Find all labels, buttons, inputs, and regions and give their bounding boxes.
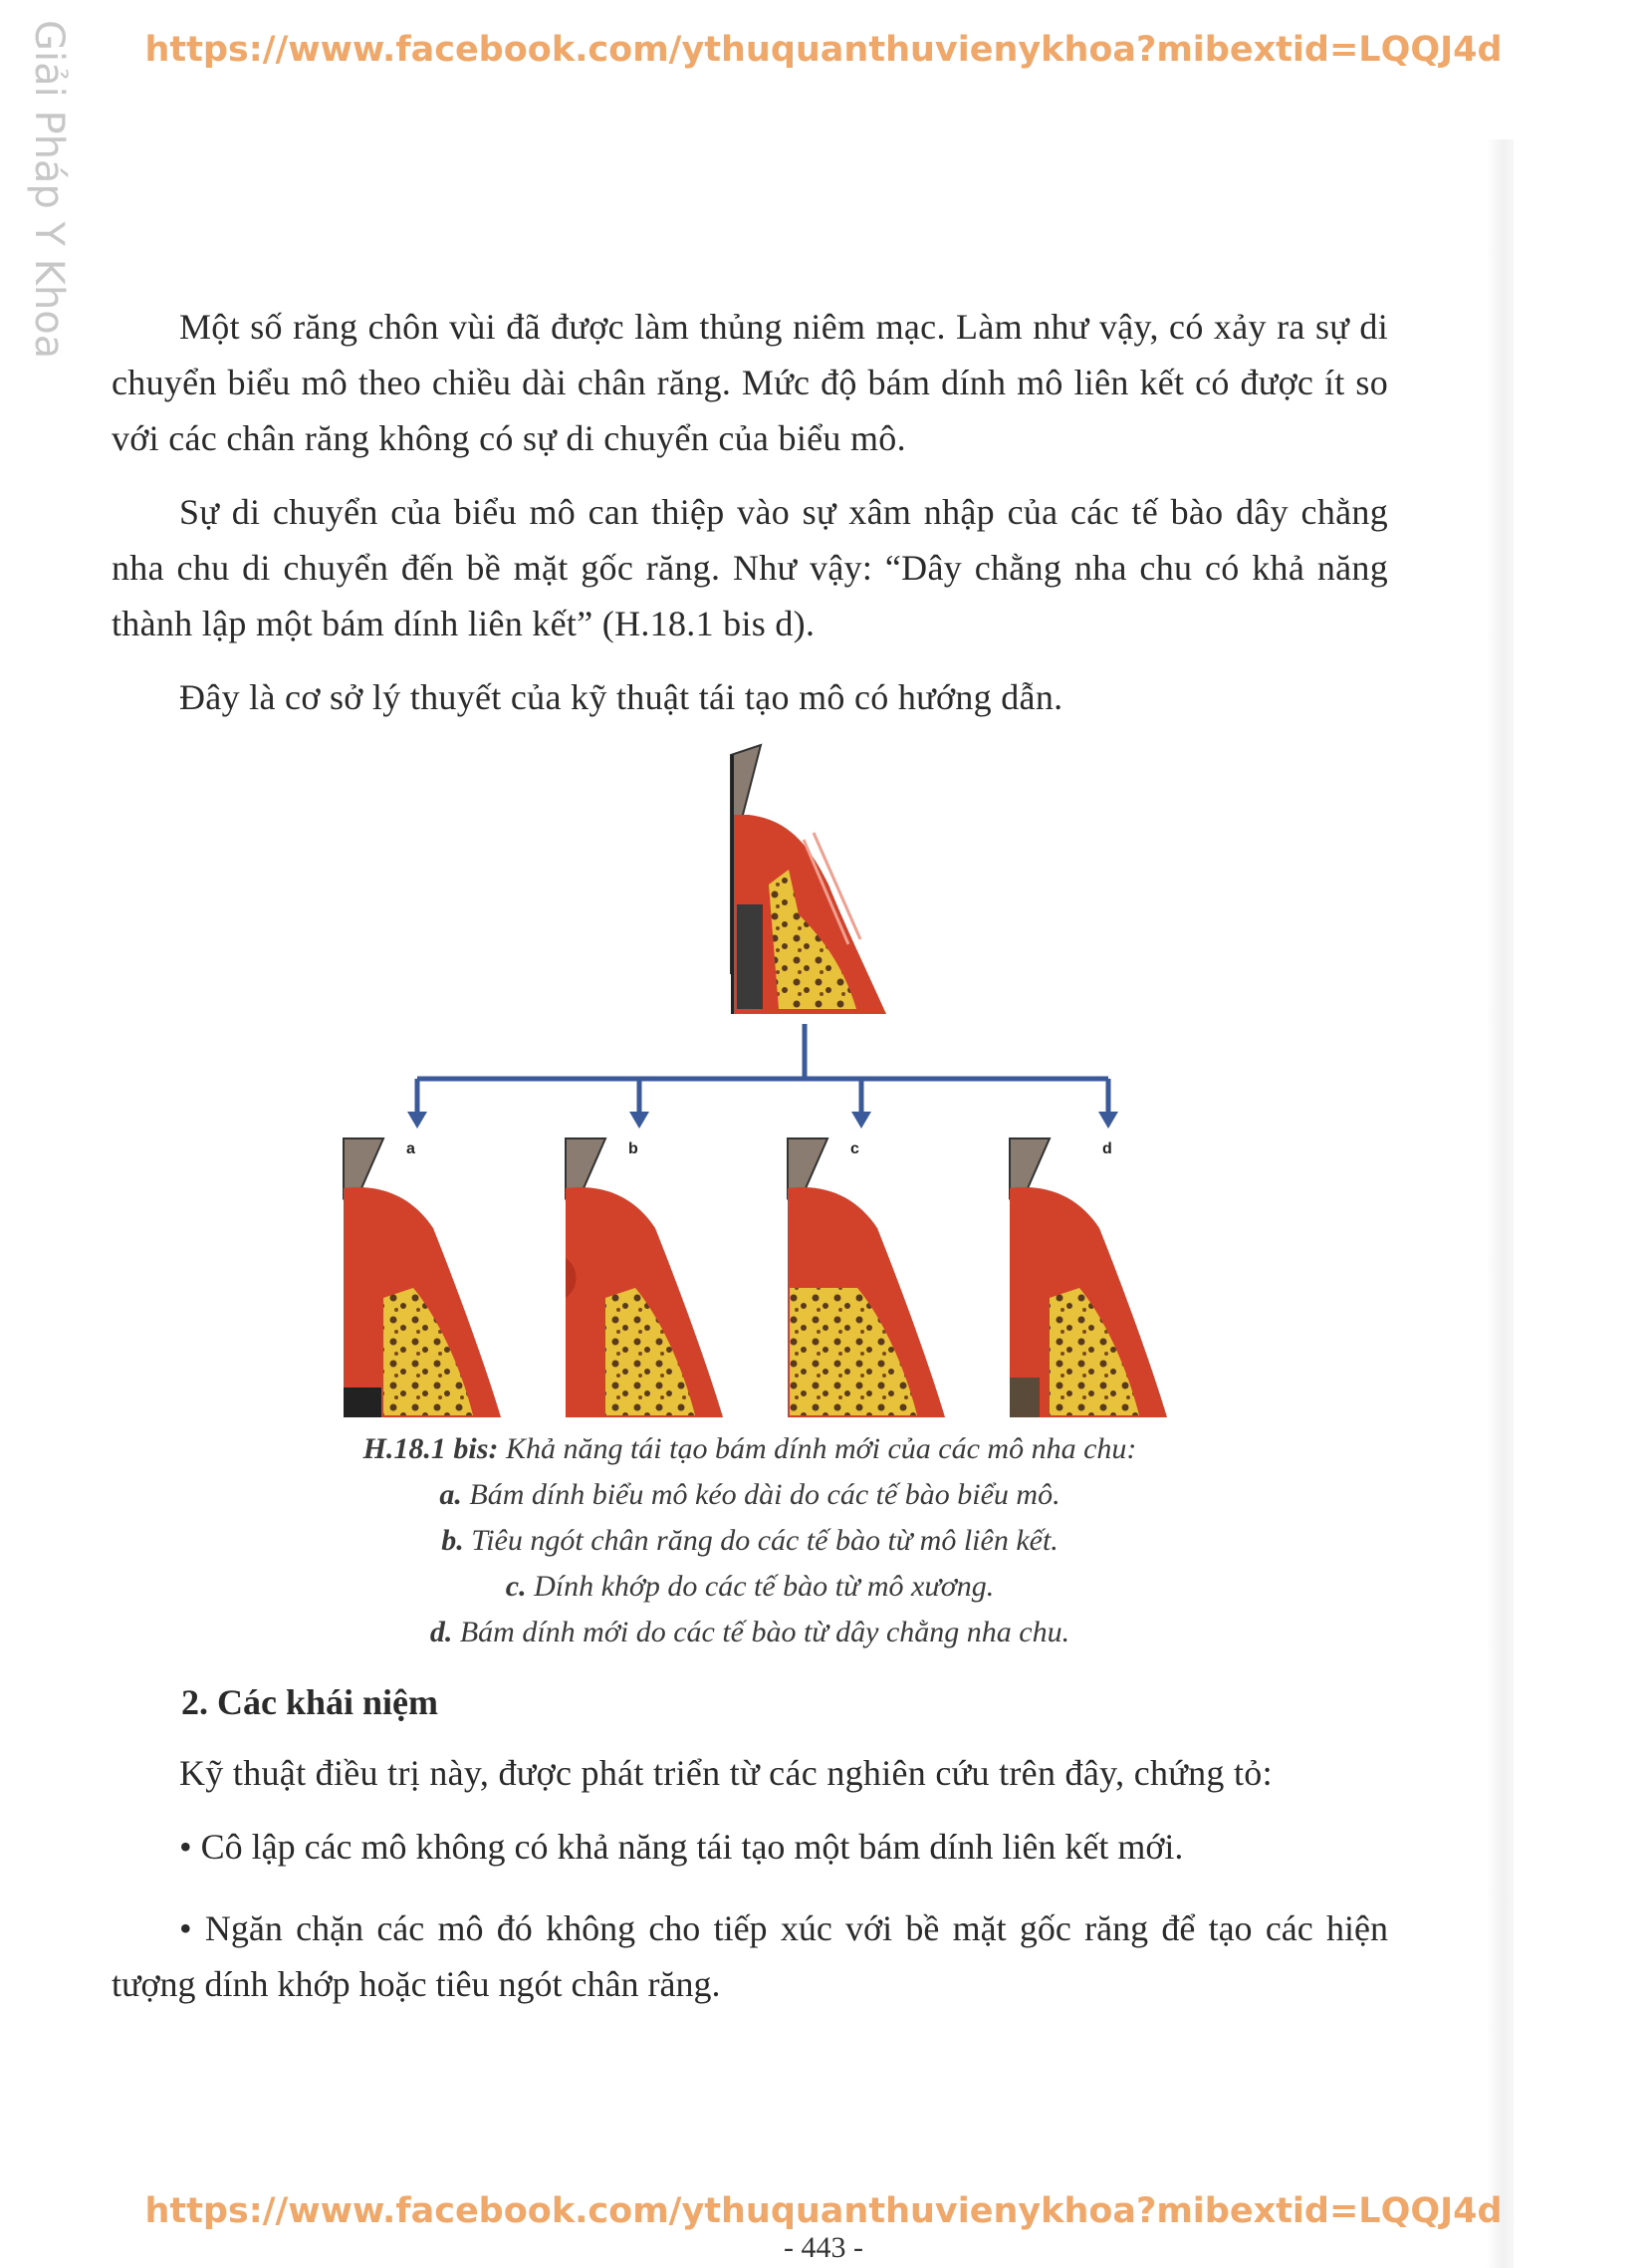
paragraph-3: Đây là cơ sở lý thuyết của kỹ thuật tái tạo mô có hướng dẫn. — [179, 677, 1063, 717]
arrow-tree — [417, 1024, 1108, 1114]
panel-b — [566, 1138, 723, 1417]
panel-label-c: c — [850, 1140, 859, 1157]
page-edge-shadow — [1486, 139, 1514, 2268]
watermark-url-top[interactable]: https://www.facebook.com/ythuquanthuvienykhoa?mibextid=LQQJ4d — [144, 30, 1503, 70]
panel-label-b: b — [628, 1140, 638, 1157]
caption-item-label: a. — [439, 1478, 462, 1511]
caption-item-d — [112, 1610, 1388, 1655]
caption-title — [112, 1426, 1388, 1472]
caption-item-label: d. — [429, 1616, 453, 1648]
side-watermark: Giải Pháp Y Khoa — [26, 20, 72, 360]
panel-a — [344, 1138, 501, 1417]
caption-item-a — [112, 1472, 1388, 1518]
caption-item-text: Bám dính biểu mô kéo dài do các tế bào biểu mô. — [461, 1478, 1060, 1511]
top-panel — [731, 745, 886, 1014]
caption-item-label: b. — [441, 1524, 464, 1557]
page-content — [112, 299, 1388, 2038]
caption-label: H.18.1 bis: — [362, 1432, 499, 1465]
caption-title-text: Khả năng tái tạo bám dính mới của các mô nha chu: — [498, 1432, 1137, 1465]
bullet-item: • Ngăn chặn các mô đó không cho tiếp xúc với bề mặt gốc răng để tạo các hiện tượng dính khớp hoặc tiêu ngót chân răng. — [112, 1908, 1388, 2004]
caption-item-label: c. — [505, 1570, 527, 1603]
bullet-item: • Cô lập các mô không có khả năng tái tạo một bám dính liên kết mới. — [179, 1827, 1184, 1867]
root-surface — [737, 904, 763, 1009]
caption-item-c — [112, 1564, 1388, 1610]
root-line — [731, 755, 734, 1014]
figure-illustration — [112, 735, 1388, 1422]
section-intro: Kỹ thuật điều trị này, được phát triển từ các nghiên cứu trên đây, chứng tỏ: — [179, 1753, 1273, 1793]
arrow-heads — [407, 1112, 1118, 1129]
watermark-url-bottom[interactable]: https://www.facebook.com/ythuquanthuvienykhoa?mibextid=LQQJ4d — [144, 2191, 1503, 2231]
panel-label-d: d — [1102, 1140, 1112, 1157]
caption-item-b — [112, 1518, 1388, 1564]
page-number: - 443 - — [784, 2231, 863, 2264]
panel-c — [788, 1138, 945, 1417]
section-heading: 2. Các khái niệm — [181, 1682, 439, 1722]
periodontal-figure — [112, 735, 1388, 1422]
paragraph-2: Sự di chuyển của biểu mô can thiệp vào sự xâm nhập của các tế bào dây chằng nha chu di chuyển đến bề mặt gốc răng. Như vậy: “Dây chằng nha chu có khả năng thành lập một bám dính liên kết” (H.18.1 bis d). — [112, 492, 1388, 643]
panel-label-a: a — [406, 1140, 415, 1157]
panel-d — [1010, 1138, 1167, 1417]
caption-item-text: Dính khớp do các tế bào từ mô xương. — [526, 1570, 995, 1603]
caption-item-text: Tiêu ngót chân răng do các tế bào từ mô liên kết. — [463, 1524, 1059, 1557]
figure-caption — [112, 1426, 1388, 1655]
paragraph-1: Một số răng chôn vùi đã được làm thủng niêm mạc. Làm như vậy, có xảy ra sự di chuyển biểu mô theo chiều dài chân răng. Mức độ bám dính mô liên kết có được ít so với các chân răng không có sự di chuyển của biểu mô. — [112, 307, 1388, 458]
caption-item-text: Bám dính mới do các tế bào từ dây chằng nha chu. — [452, 1616, 1070, 1648]
